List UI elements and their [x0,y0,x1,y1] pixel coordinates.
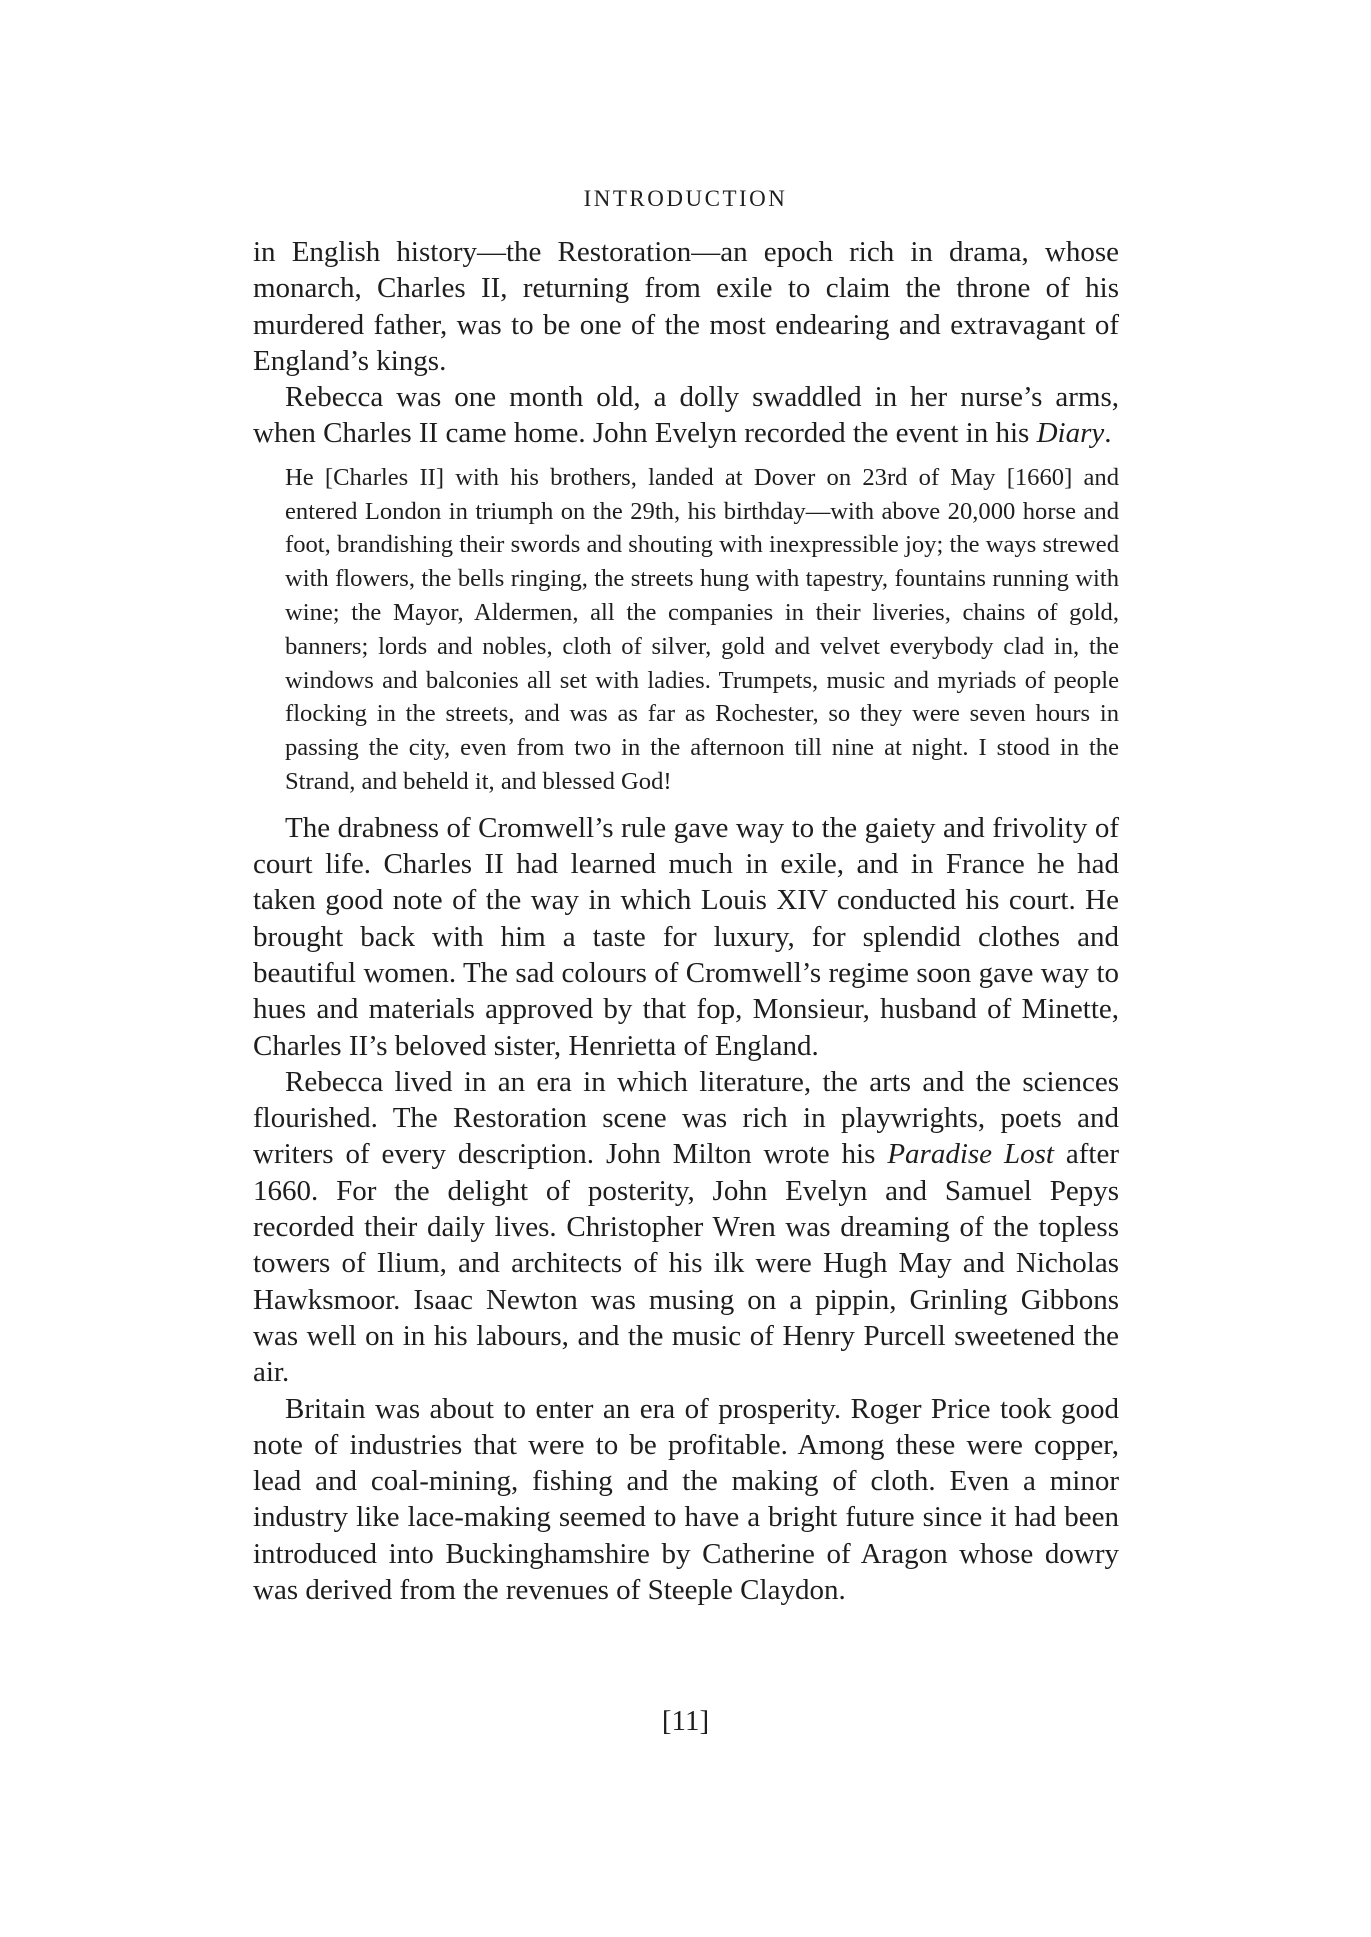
diary-title: Diary [1036,417,1105,450]
paragraph-4-end: after 1660. For the delight of posterity, John Evelyn and Samuel Pepys recorded their daily lives. Christopher Wren was dreaming of the topless towers of Ilium, and architects of his ilk were Hugh May and Nicholas Hawksmoor. Isaac Newton was musing on a pippin, Grinling Gibbons was well on in his labours, and the music of Henry Purcell sweetened the air. [253,1138,1119,1389]
paragraph-5: Britain was about to enter an era of prosperity. Roger Price took good note of industries that were to be profitable. Among these were copper, lead and coal-mining, fishing and the making of cloth. Even a minor industry like lace-making seemed to have a bright future since it had been introduced into Buckinghamshire by Catherine of Aragon whose dowry was derived from the revenues of Steeple Claydon. [253,1392,1119,1606]
running-head: INTRODUCTION [583,186,788,211]
paragraph-2-end: . [1104,417,1112,450]
paragraph-1: in English history—the Restoration—an epoch rich in drama, whose monarch, Charles II, returning from exile to claim the throne of his murdered father, was to be one of the most endearing and extravagant of England’s kings. [253,236,1119,377]
paragraph-2-text: Rebecca was one month old, a dolly swaddled in her nurse’s arms, when Charles II came home. John Evelyn recorded the event in his [253,381,1119,450]
paragraph-4-text: Rebecca lived in an era in which literature, the arts and the sciences flourished. The Restoration scene was rich in playwrights, poets and writers of every description. John Milton wrote his [253,1065,1119,1171]
paragraph-3: The drabness of Cromwell’s rule gave way to the gaiety and frivolity of court life. Charles II had learned much in exile, and in France he had taken good note of the way in which Louis XIV conducted his court. He brought back with him a taste for luxury, for splendid clothes and beautiful women. The sad colours of Cromwell’s regime soon gave way to hues and materials approved by that fop, Monsieur, husband of Minette, Charles II’s beloved sister, Henrietta of England. [253,811,1119,1062]
paradise-lost-title: Paradise Lost [887,1138,1054,1171]
paragraph-2 [253,379,1119,452]
paragraph-4 [253,1064,1119,1391]
page-number: [11] [661,1705,710,1737]
block-quote: He [Charles II] with his brothers, landed at Dover on 23rd of May [1660] and entered London in triumph on the 29th, his birthday—with above 20,000 horse and foot, brandishing their swords and shouting with inexpressible joy; the ways strewed with flowers, the bells ringing, the streets hung with tapestry, fountains running with wine; the Mayor, Aldermen, all the companies in their liveries, chains of gold, banners; lords and nobles, cloth of silver, gold and velvet everybody clad in, the windows and balconies all set with ladies. Trumpets, music and myriads of people flocking in the streets, and was as far as Rochester, so they were seven hours in passing the city, even from two in the afternoon till nine at night. I stood in the Strand, and beheld it, and blessed God! [285,463,1119,795]
body-text [253,234,1119,1608]
